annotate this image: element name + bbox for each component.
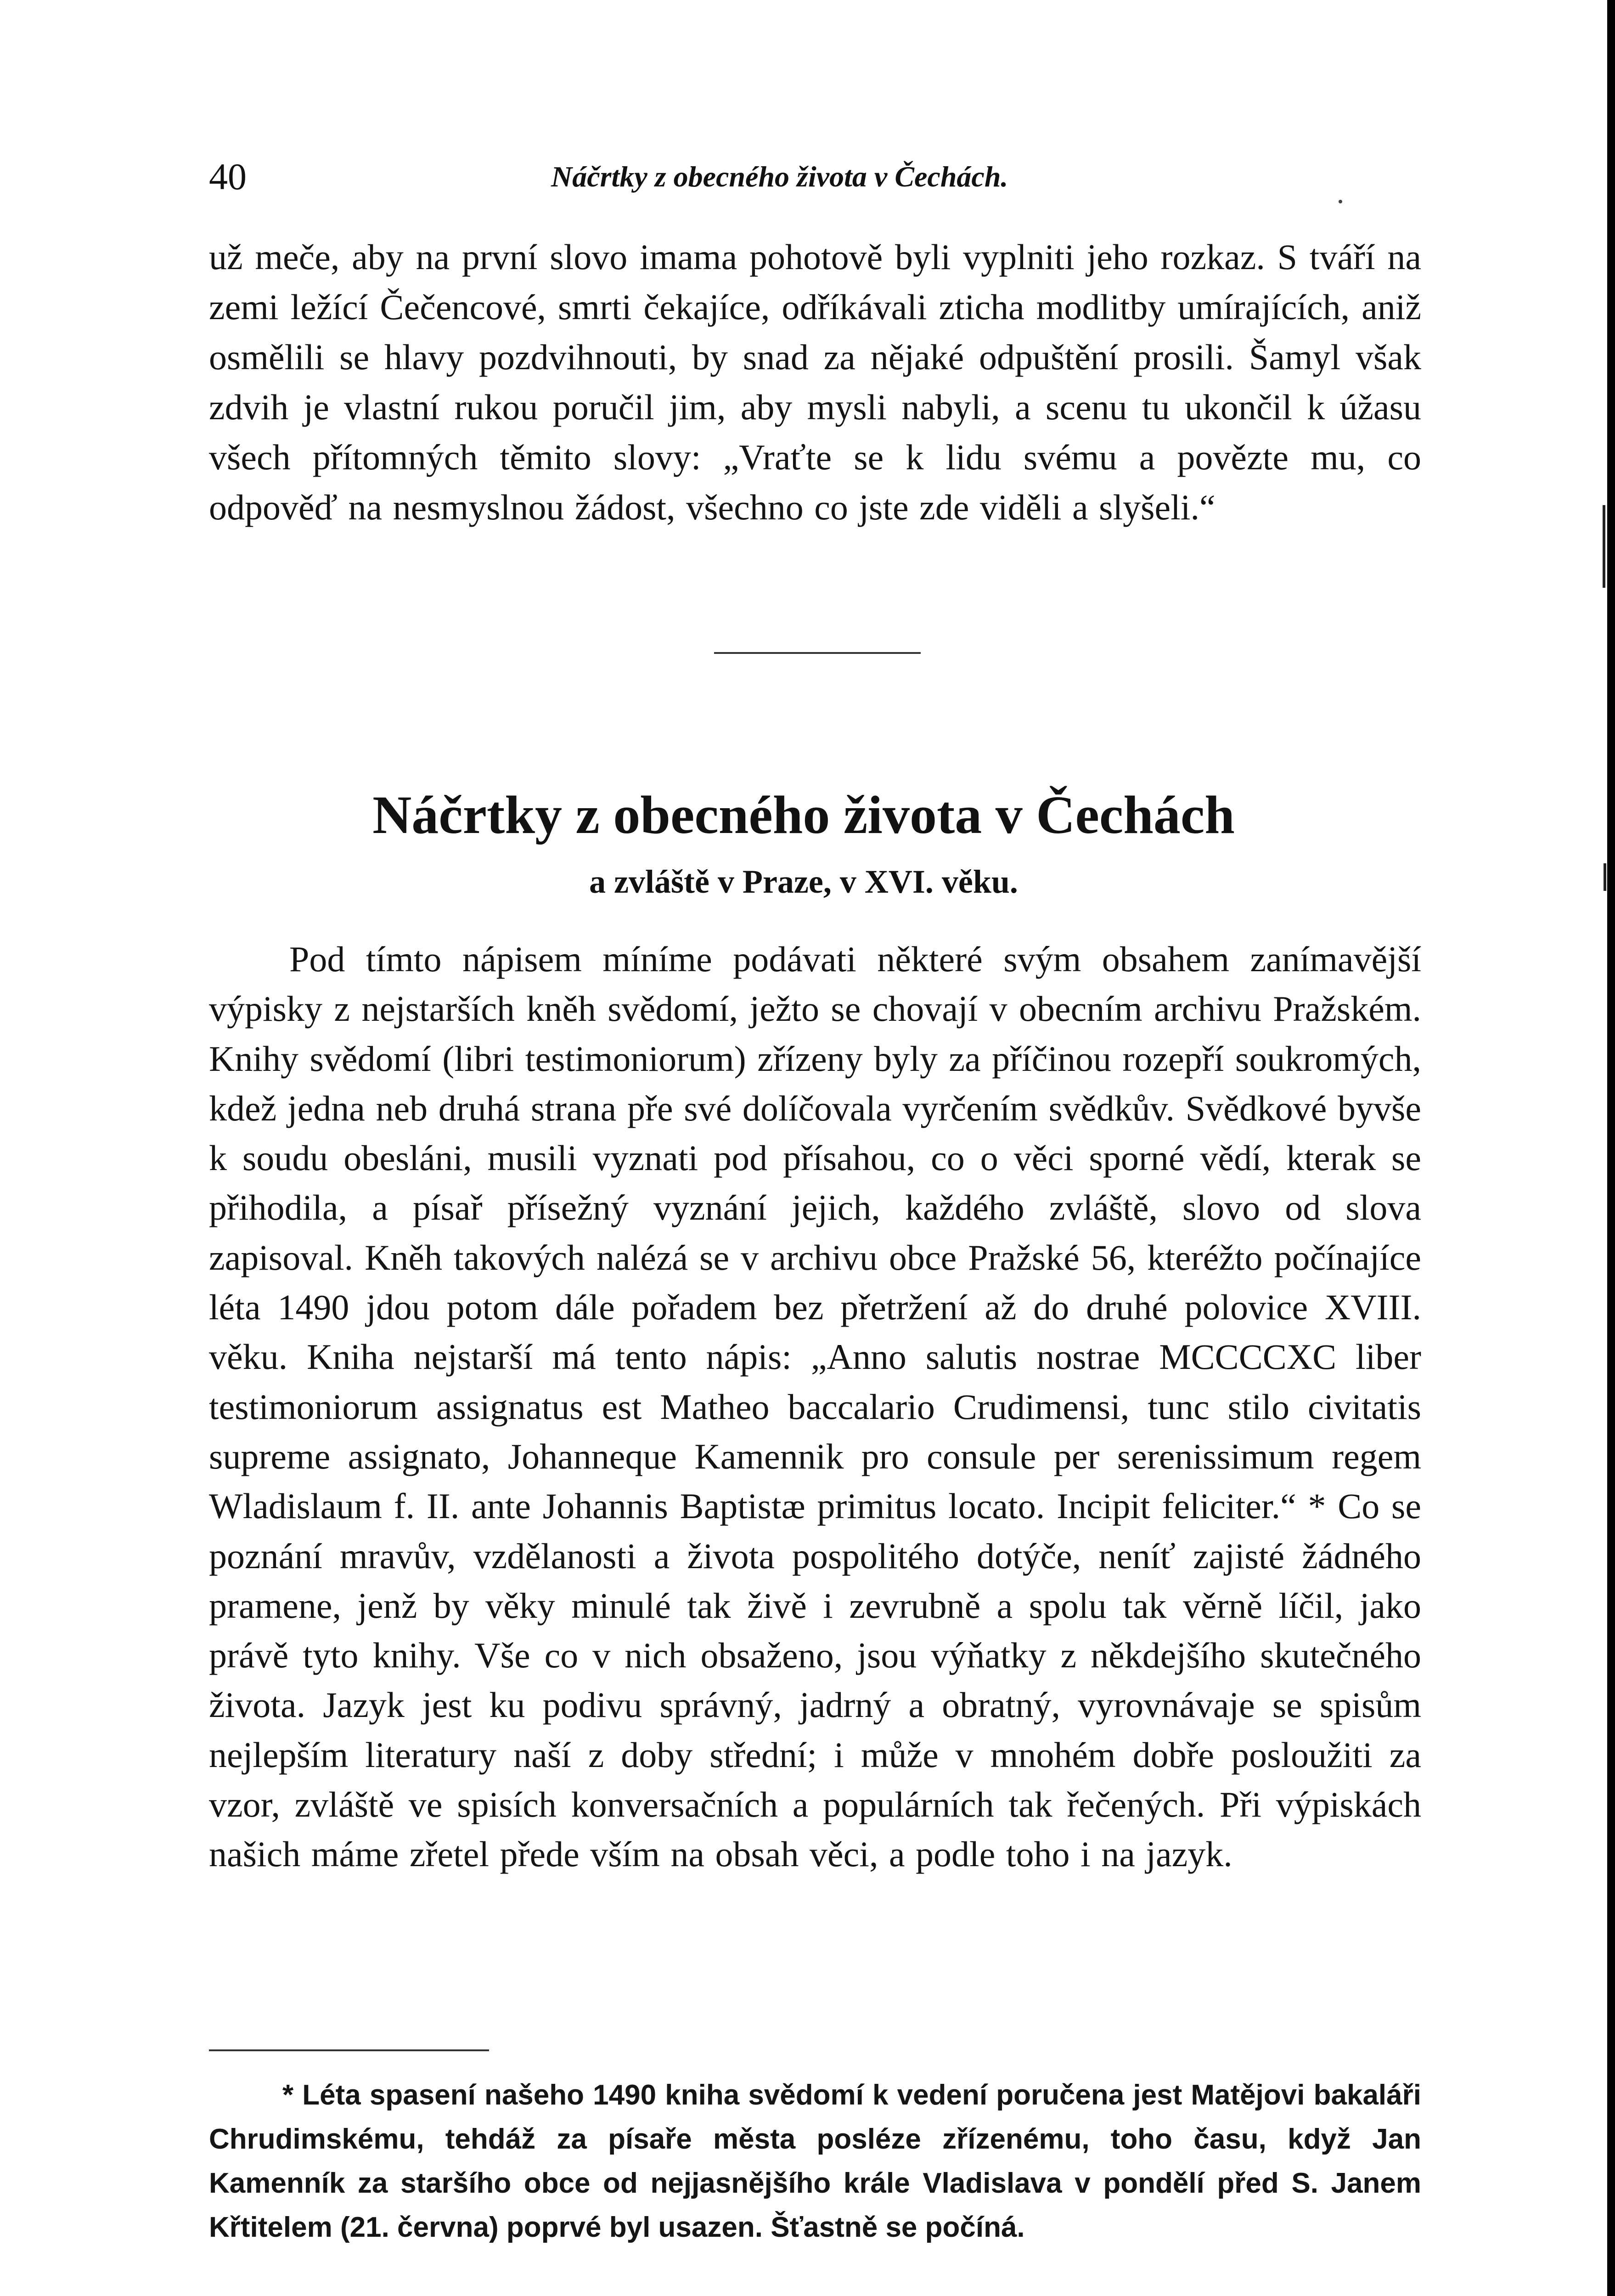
scan-edge (1607, 0, 1615, 2296)
running-head (0, 152, 1607, 202)
footnote: * Léta spasení našeho 1490 kniha svědomí k vedení poručena jest Matějovi bakaláři Chrudimskému, tehdáž za písaře města posléze zřízenému, toho času, když Jan Kamenník za staršího obce od nejjasnějšího krále Vladislava v pondělí před S. Janem Křtitelem (21. června) poprvé byl usazen. Šťastně se počíná. (209, 2079, 1421, 2243)
section-divider (714, 652, 921, 654)
article-body: Pod tímto nápisem míníme podávati některé svým obsahem zanímavější výpisky z nejstarších kněh svědomí, ježto se chovají v obecním archivu Pražském. Knihy svědomí (libri testimoniorum) zřízeny byly za příčinou rozepří soukromých, kdež jedna neb druhá strana pře své dolíčovala vyrčením svědkův. Svědkové byvše k soudu obesláni, musili vyznati pod přísahou, co o věci sporné vědí, kterak se přihodila, a písař přísežný vyznání jejich, každého zvláště, slovo od slova zapisoval. Kněh takových nalézá se v archivu obce Pražské 56, kteréžto počínajíce léta 1490 jdou potom dále pořadem bez přetržení až do druhé polovice XVIII. věku. Kniha nejstarší má tento nápis: „Anno salutis nostrae MCCCCXC liber testimoniorum assignatus est Matheo baccalario Crudimensi, tunc stilo civitatis supreme assignato, Johanneque Kamennik pro consule per serenissimum regem Wladislaum f. II. ante Johannis Baptistæ primitus locato. Incipit feliciter.“ * Co se poznání mravův, vzdělanosti a života pospolitého dotýče, neníť zajisté žádného pramene, jenž by věky minulé tak živě i zevrubně a spolu tak věrně líčil, jako právě tyto knihy. Vše co v nich obsaženo, jsou výňatky z někdejšího skutečného života. Jazyk jest ku podivu správný, jadrný a obratný, vyrovnávaje se spisům nejlepším literatury naší z doby střední; i může v mnohém dobře posloužiti za vzor, zvláště ve spisích konversačních a populárních tak řečených. Při výpiskách našich máme zřetel přede vším na obsah věci, a podle toho i na jazyk. (209, 939, 1421, 1874)
print-speck (1339, 200, 1342, 203)
article-subtitle: a zvláště v Praze, v XVI. věku. (589, 863, 1018, 900)
running-title: Náčrtky z obecného života v Čechách. (551, 160, 1008, 193)
page-number: 40 (209, 156, 247, 197)
margin-mark (1603, 505, 1605, 588)
intro-paragraph: už meče, aby na první slovo imama pohotově byli vyplniti jeho rozkaz. S tváří na zemi ležící Čečencové, smrti čekajíce, odříkávali zticha modlitby umírajících, aniž osmělili se hlavy pozdvihnouti, by snad za nějaké odpuštění prosili. Šamyl však zdvih je vlastní rukou poručil jim, aby mysli nabyli, a scenu tu ukončil k úžasu všech přítomných těmito slovy: „Vraťte se k lidu svému a povězte mu, co odpověď na nesmyslnou žádost, všechno co jste zde viděli a slyšeli.“ (209, 237, 1421, 527)
footnote-rule (209, 2049, 489, 2051)
margin-mark (1604, 863, 1606, 891)
article-title: Náčrtky z obecného života v Čechách (372, 785, 1235, 845)
